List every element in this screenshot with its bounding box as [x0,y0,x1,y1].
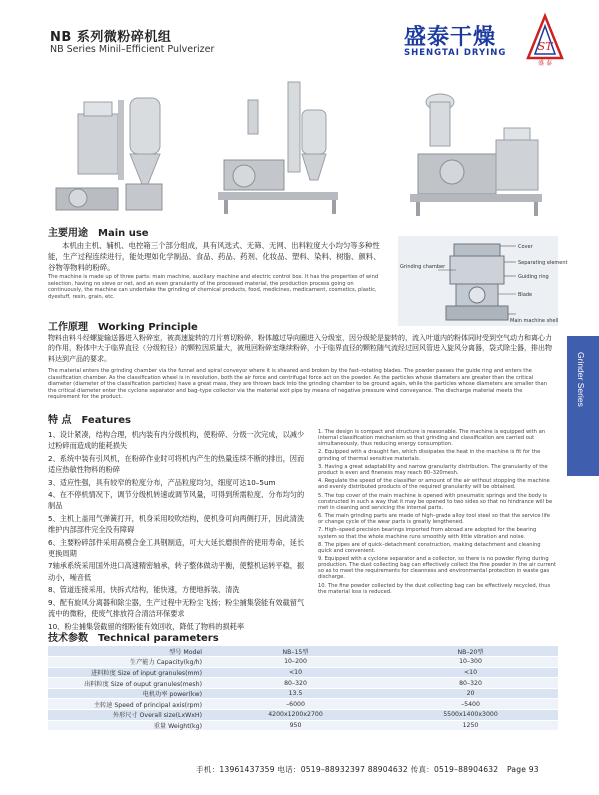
feature-en-item: 7. High–speed precision bearings imported from abroad are adopted for the bearing system so that the whole machine runs smoothly with little vibration and noise. [318,527,537,540]
table-cell-label: 型号 Model [48,646,208,657]
feature-cn-item: 3、适应性强，具有较窄的粒度分布，产品粒度均匀，细度可达10–5um [48,477,276,487]
feature-cn-item: 8、管道连接采用，快拆式结构，能快速，方便地拆装、清洗 [48,585,240,595]
main-use-heading [48,224,149,239]
table-row [48,720,558,731]
table-cell-label: 重量 Weight(kg) [48,720,208,731]
table-cell-value: 950 [208,720,383,731]
working-principle-title-cn: 工作原理 [48,322,88,333]
contact-info: 手机：13961437359 电话：0519–88932397 88904632 传真：0519–88904632 [196,765,499,774]
product-photos [48,80,568,228]
tech-params-heading [48,629,219,644]
table-cell-value: 10–200 [208,657,383,668]
feature-en-item: 3. Having a great adaptability and narrow granularity distribution. The granularity of the product is even and fineness may reach 80–320mesh. [318,463,548,476]
table-cell-label: 生产能力 Capacity(kg/h) [48,657,208,668]
feature-cn-item: 5、主机上盖用气弹簧打开，机身采用咬吹结构，使机身可向两侧打开，因此清洗维护内部部件完全没有障碍 [48,513,305,535]
table-cell-value: 5500x1400x3000 [383,710,558,721]
feature-en-item: 8. The pipes are of quick–detachment construction, making detachment and cleaning quick and convenient. [318,541,541,554]
table-row [48,657,558,668]
features-title-en: Features [81,415,132,426]
table-cell-label: 主转速 Speed of principal axis(rpm) [48,699,208,710]
working-principle-text-cn: 物料由料斗经螺旋输送器进入粉碎室，被高速旋转的刀片剪切粉碎，粉体越过导向圈进入分级室，因分级轮是旋转的，流入叶道内的粉体同时受到空气动力和离心力的作用，粉体中大于临界直径（分级粒径）的颗粒因质量大，被甩回粉碎室继续粉碎，小于临界直径的颗粒随气流经过回风管进入旋风分离器，袋式除尘器，排出物料达到产品的要求。 [48,334,552,363]
feature-en-item: 2. Equipped with a draught fan, which dissipates the heat in the machine is fit for the grinding of thermal sensitive materials. [318,449,541,462]
table-cell-label: 出料粒度 Size of ouput granules(mesh) [48,678,208,689]
table-cell-value: 4200x1200x2700 [208,710,383,721]
feature-cn-item: 7轴承系统采用国外进口高速精密轴承，转子整体做动平衡，使整机运转平稳，振动小，噪音低 [48,561,305,582]
feature-cn-item: 9、配有旋风分离器和除尘器，生产过程中无粉尘飞扬；粉尘捕集袋能有效截留气流中的微粉，使废气排放符合清洁环保要求 [48,597,305,619]
features-title-cn: 特 点 [48,415,72,426]
feature-en-item: 10. The fine powder collected by the dust collecting bag can be effectively recycled, thus the material loss is reduced. [318,582,551,595]
machine-photo-3 [410,94,542,216]
table-row [48,646,558,657]
table-cell-value: –6000 [208,699,383,710]
brand-name-cn: 盛泰干燥 [404,24,497,50]
table-cell-value: NB–20型 [383,646,558,657]
table-row [48,699,558,710]
table-row [48,710,558,721]
diagram-label-grinding: Grinding chamber [400,264,446,270]
feature-en-item: 9. Equipped with a cyclone separator and a collector, so there is no powder flying during production. The dust collecting bag can effectively collect the fine powder in the air current so as to meet the requirements for cleanness and environmental protection in waste gas discharge. [318,556,556,581]
tech-params-title-en: Technical parameters [98,633,219,644]
company-logo-icon [526,14,564,62]
table-cell-value: <10 [208,667,383,678]
brand-name-en: SHENGTAI DRYING [404,48,507,58]
table-cell-value: 80–320 [208,678,383,689]
tech-params-table [48,646,558,731]
table-cell-value: NB–15型 [208,646,383,657]
main-use-text-en: The machine is made up of three parts: main machine, auxiliary machine and electric control box. It has the properties of wind selection, having no sieve or net, and an even granularity of the processed material, the production process going on continuously, the machine can undertake the grinding of chemical products, food, medicines, medicament, cosmetics, plastic, dyestuff, resin, grain, etc. [48,274,379,300]
working-principle-heading [48,318,198,333]
logo-caption: 盛 泰 [538,60,552,67]
table-row [48,688,558,699]
table-cell-value: 20 [383,688,558,699]
tech-params-title-cn: 技术参数 [48,633,88,644]
features-list-cn [48,429,308,633]
table-cell-label: 外形尺寸 Overall size(LxWxH) [48,710,208,721]
feature-en-item: 5. The top cover of the main machine is opened with pneumatic springs and the body is constructed in such a way that it may be opened to two sides so that no hindrance will be met in cleaning and servicing the internal parts. [318,492,553,511]
grinder-structure-diagram [398,236,568,326]
feature-cn-item: 6、主要粉碎部件采用高模合金工具钢制造，可大大延长磨损件的使用寿命，延长更换周期 [48,537,305,559]
page-title-en: NB Series Minil–Efficient Pulverizer [50,44,215,55]
diagram-label-guiding: Guiding ring [518,274,549,280]
feature-en-item: 6. The main grinding parts are made of high–grade alloy tool steel so that the service life or change cycle of the wear parts is greatly lengthened. [318,513,550,526]
diagram-label-cover: Cover [518,244,533,250]
table-cell-value: 80–320 [383,678,558,689]
table-row [48,678,558,689]
table-cell-value: 13.5 [208,688,383,699]
features-list-en [318,429,556,597]
main-use-title-en: Main use [98,228,149,239]
feature-cn-item: 1、设计紧凑，结构合理，机内装有内分级机构，使粉碎、分级一次完成，以减少过粉碎而造成的能耗损失 [48,430,305,451]
table-row [48,667,558,678]
table-cell-value: –5400 [383,699,558,710]
diagram-label-separating: Separating element [518,260,568,266]
section-side-tab [567,336,599,476]
contact-footer [196,764,539,775]
logo-letters: ST [537,40,553,53]
working-principle-text-en: The material enters the grinding chamber via the funnel and spiral conveyor where it is sheared and broken by the fast–rotating blades. The powder passes the guide ring and enters the classification chamber. As the classification wheel is in revolution, both the air force and centrifugal force act on the powder. As the particles whose diameters are greater than the critical diameter (diameter of the classification particles) have a great mass, they are thrown back into the grinding chamber to be ground again, while the particles whose diameters are smaller than the critical diameter enter the cyclone separator and bag–type collector via the material exit pipe by means of negative pressure wind conveyance. The discharge material meets the requirement for the product. [48,368,547,401]
features-heading [48,411,131,426]
diagram-label-blade: Blade [518,292,533,298]
feature-en-item: 1. The design is compact and structure is reasonable. The machine is equipped with an internal classification mechanism so that grinding and classification are carried out simultaneously, thus reducing energy consumption. [318,429,546,448]
page-number: Page 93 [506,765,539,774]
diagram-label-shell: Main machine shell [510,318,559,324]
table-cell-value: 10–300 [383,657,558,668]
feature-en-item: 4. Regulate the speed of the classifier or amount of the air without stopping the machine and evenly distributed products of the required granularity will be obtained. [318,478,550,491]
table-cell-label: 电机功率 power(kw) [48,688,208,699]
page-title-cn: NB 系列微粉碎机组 [50,30,172,45]
main-use-title-cn: 主要用途 [48,228,88,239]
table-cell-value: <10 [383,667,558,678]
feature-cn-item: 4、在不停机情况下，调节分级机转速或调节风量，可得到所需粒度、分布均匀的制品 [48,490,305,511]
feature-cn-item: 10、粉尘捕集袋截留的细粉能有效回收，降低了物料的损耗率 [48,621,245,631]
table-cell-value: 1250 [383,720,558,731]
working-principle-title-en: Working Principle [98,322,198,333]
feature-cn-item: 2、系统中装有引风机，在粉碎作业时可将机内产生的热量连续不断的排出，因而适应热敏性物料的粉碎 [48,453,305,475]
section-side-tab-label: Grinder Series [576,352,586,407]
machine-photo-2 [218,82,338,214]
main-use-text-cn: 本机由主机、辅机、电控箱三个部分组成，具有风选式、无筛、无网、出料粒度大小均匀等多种性能，生产过程连续进行，能处理如化学制品、食品、药品、药剂、化妆品、塑料、染料、树脂、颜料、谷物等物料的粉碎。 [48,241,381,273]
table-cell-label: 进料粒度 Size of input granules(mm) [48,667,208,678]
machine-photo-1 [56,98,162,210]
